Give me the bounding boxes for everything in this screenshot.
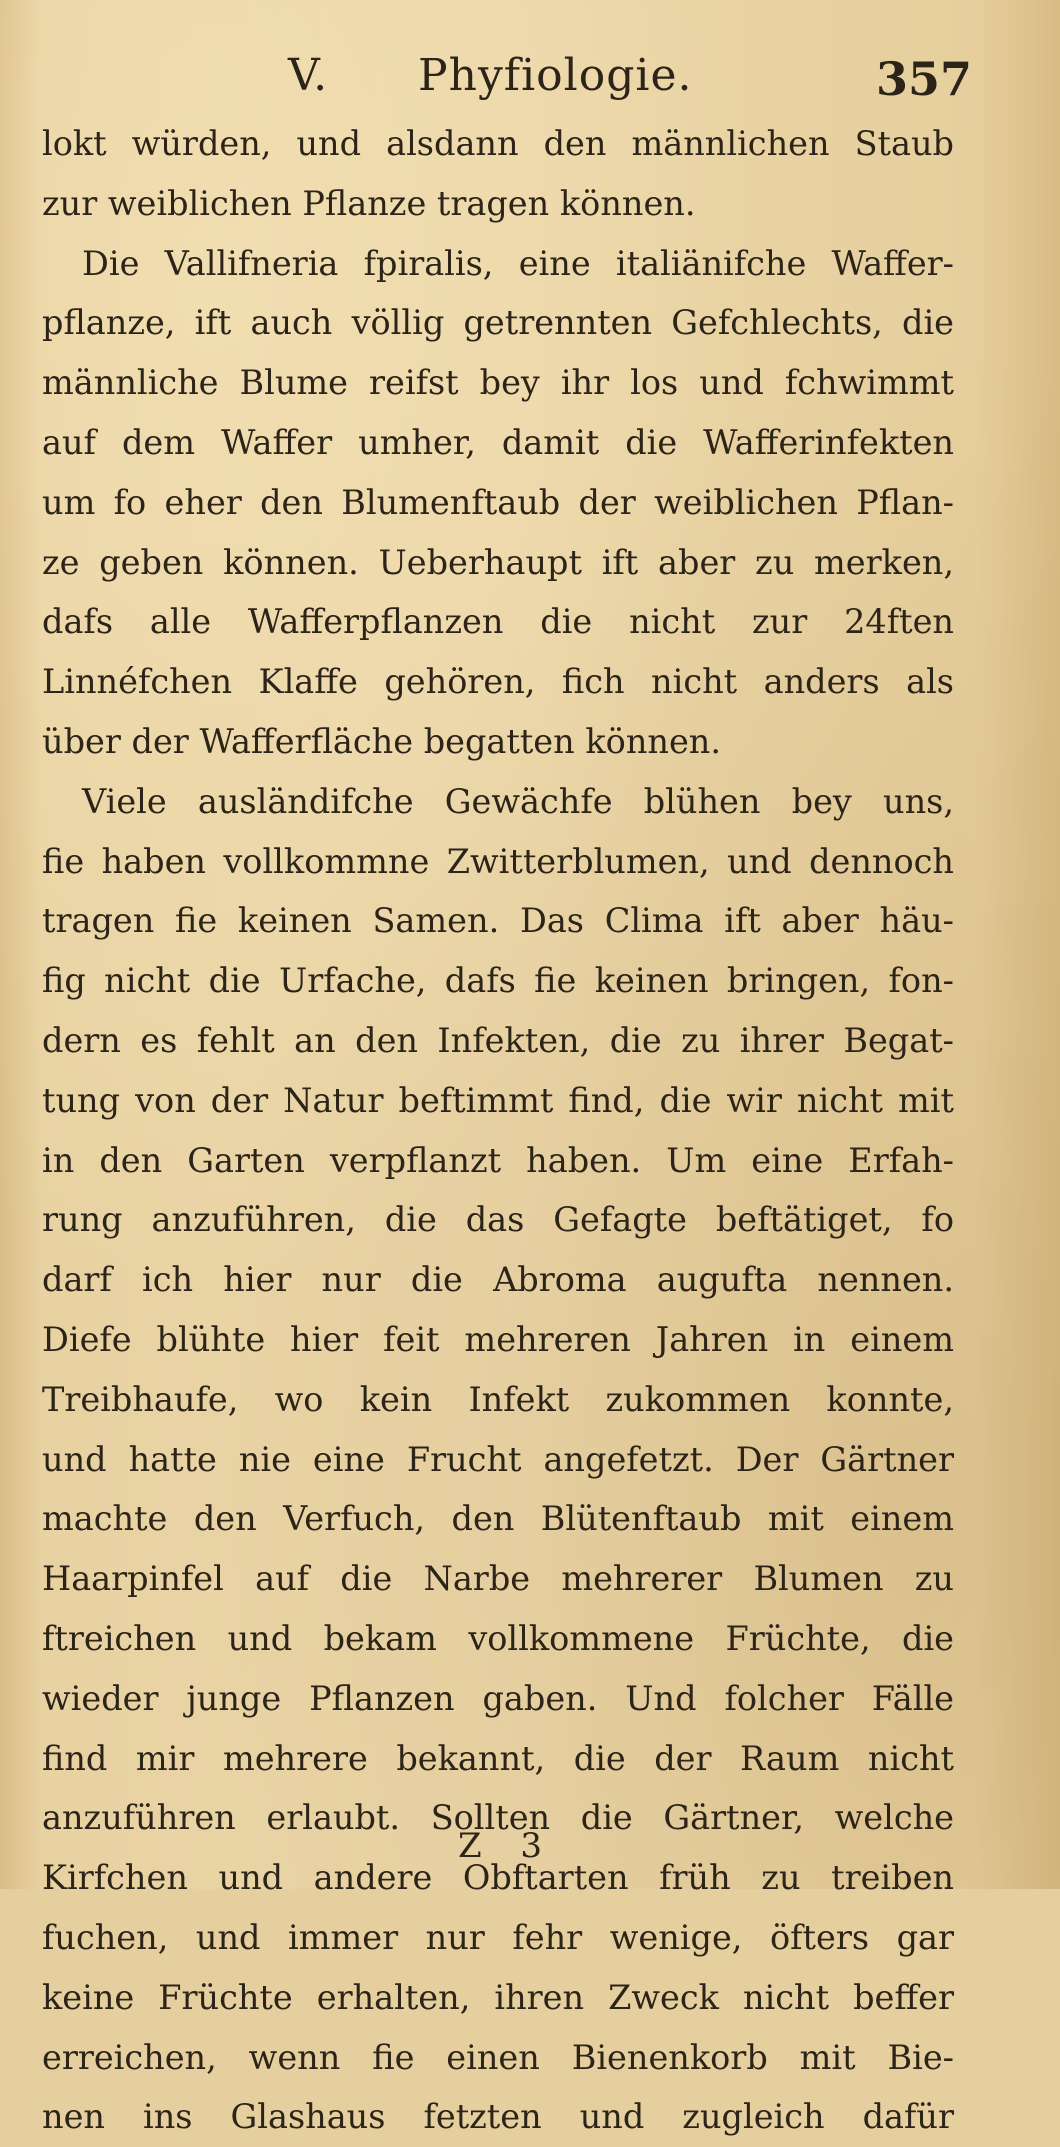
text-line: Viele ausländifche Gewächfe blühen bey uns, [82, 781, 954, 821]
text-line: Haarpinfel auf die Narbe mehrerer Blumen zu [42, 1559, 954, 1599]
text-line: um fo eher den Blumenftaub der weiblichen Pflan- [42, 482, 954, 522]
text-line: darf ich hier nur die Abroma augufta nennen. [42, 1260, 954, 1300]
text-line: tung von der Natur beftimmt find, die wir nicht mit [42, 1080, 954, 1120]
text-line: Treibhaufe, wo kein Infekt zukommen konnte, [42, 1379, 954, 1419]
text-line: ze geben können. Ueberhaupt ift aber zu merken, [42, 542, 954, 582]
text-line: erreichen, wenn fie einen Bienenkorb mit Bie- [42, 2037, 954, 2077]
text-line: wieder junge Pflanzen gaben. Und folcher Fälle [42, 1678, 954, 1718]
text-line: lokt würden, und alsdann den männlichen Staub [42, 124, 954, 163]
page-number: 357 [876, 52, 973, 106]
text-line: Diefe blühte hier feit mehreren Jahren in einem [42, 1319, 954, 1359]
signature-mark: Z 3 [458, 1826, 557, 1866]
text-line: fig nicht die Urfache, dafs fie keinen bringen, fon- [42, 961, 954, 1001]
text-line: Linnéfchen Klaffe gehören, fich nicht anders als [42, 662, 954, 702]
text-line: rung anzuführen, die das Gefagte beftätiget, fo [42, 1200, 954, 1240]
section-title: Phyfiologie. [418, 50, 693, 101]
text-line: Kirfchen und andere Obftarten früh zu treiben [42, 1858, 954, 1898]
text-line: fie haben vollkommne Zwitterblumen, und dennoch [42, 841, 954, 881]
text-line: zur weiblichen Pflanze tragen können. [42, 183, 696, 223]
text-line: tragen fie keinen Samen. Das Clima ift aber häu- [42, 901, 954, 941]
text-line: dern es fehlt an den Infekten, die zu ihrer Begat- [42, 1020, 954, 1060]
text-line: Die Vallifneria fpiralis, eine italiänifche Waffer- [82, 243, 954, 283]
text-line: auf dem Waffer umher, damit die Wafferinfekten [42, 422, 954, 462]
running-head [0, 42, 1060, 112]
text-line: pflanze, ift auch völlig getrennten Gefchlechts, die [42, 303, 954, 343]
text-line: ftreichen und bekam vollkommene Früchte, die [42, 1618, 954, 1658]
text-line: und hatte nie eine Frucht angefetzt. Der Gärtner [42, 1439, 954, 1479]
text-line: keine Früchte erhalten, ihren Zweck nicht beffer [42, 1977, 954, 2017]
text-line: in den Garten verpflanzt haben. Um eine Erfah- [42, 1140, 954, 1180]
text-line: dafs alle Wafferpflanzen die nicht zur 24ften [42, 602, 954, 642]
text-line: find mir mehrere bekannt, die der Raum nicht [42, 1738, 954, 1778]
text-line: machte den Verfuch, den Blütenftaub mit einem [42, 1499, 954, 1539]
section-number: V. [288, 50, 329, 101]
text-line: anzuführen erlaubt. Sollten die Gärtner, welche [42, 1798, 954, 1838]
text-line: nen ins Glashaus fetzten und zugleich dafür [42, 2097, 954, 2137]
text-line: über der Wafferfläche begatten können. [42, 721, 722, 761]
text-line: fuchen, und immer nur fehr wenige, öfters gar [42, 1917, 954, 1957]
text-line: männliche Blume reifst bey ihr los und fchwimmt [42, 363, 954, 403]
